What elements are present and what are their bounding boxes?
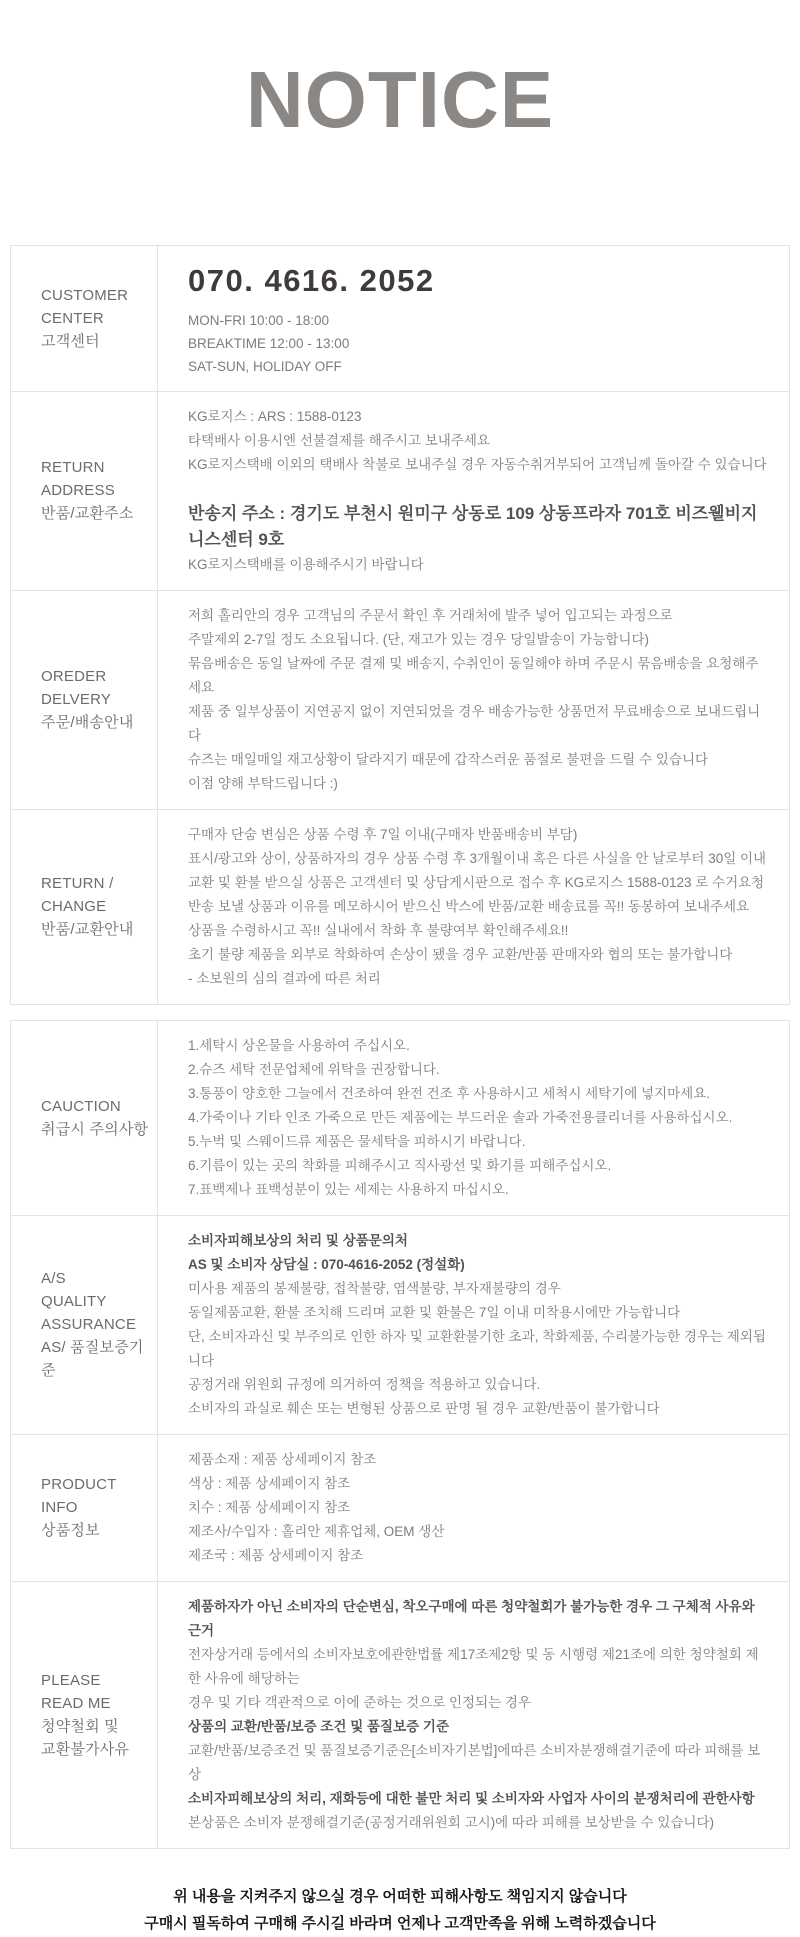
text-line: 단, 소비자과신 및 부주의로 인한 하자 및 교환환불기한 초과, 착화제품, 수리불가능한 경우는 제외됩니다 [188, 1328, 766, 1368]
order-delivery-label [11, 591, 158, 809]
text-line: 교환 및 환불 받으실 상품은 고객센터 및 상담게시판으로 접수 후 KG로지스 1588-0123 로 수거요청 [188, 874, 765, 890]
text-line: 교환/반품/보증조건 및 품질보증기준은[소비자기본법]에따른 소비자분쟁해결기준에 따라 피해를 보상 [188, 1742, 761, 1782]
text-line: 타택배사 이용시엔 선불결제를 해주시고 보내주세요 [188, 432, 490, 448]
text-line: 4.가죽이나 기타 인조 가죽으로 만든 제품에는 부드러운 솔과 가죽전용클리너를 사용하십시오. [188, 1109, 733, 1125]
label-en: A/S [41, 1270, 66, 1288]
text-line: 슈즈는 매일매일 재고상황이 달라지기 때문에 갑작스러운 품절로 불편을 드릴 수 있습니다 [188, 751, 709, 767]
text-line: 주말제외 2-7일 정도 소요됩니다. (단, 재고가 있는 경우 당일발송이 가능합니다) [188, 631, 649, 647]
text-line: 이점 양해 부탁드립니다 :) [188, 775, 338, 791]
text-line: 초기 불량 제품을 외부로 착화하여 손상이 됐을 경우 교환/반품 판매자와 협의 또는 불가합니다 [188, 946, 733, 962]
caution-content [158, 1021, 789, 1215]
text-line: KG로지스택배를 이용해주시기 바랍니다 [188, 556, 424, 572]
text-line: 저희 홀리안의 경우 고객님의 주문서 확인 후 거래처에 발주 넣어 입고되는 과정으로 [188, 607, 673, 623]
footer-line: 구매시 필독하여 구매해 주시길 바라며 언제나 고객만족을 위해 노력하겠습니다 [144, 1914, 656, 1932]
product-info-label [11, 1435, 158, 1581]
text-line: 제품 중 일부상품이 지연공지 없이 지연되었을 경우 배송가능한 상품먼저 무료배송으로 보내드립니다 [188, 703, 761, 743]
text-line: 7.표백제나 표백성분이 있는 세제는 사용하지 마십시오. [188, 1181, 509, 1197]
row-product-info [11, 1435, 789, 1582]
text-line-bold: 상품의 교환/반품/보증 조건 및 품질보증 기준 [188, 1718, 449, 1734]
text-line: KG로지스택배 이외의 택배사 착불로 보내주실 경우 자동수취거부되어 고객님께 돌아갈 수 있습니다 [188, 456, 767, 472]
text-line: 본상품은 소비자 분쟁해결기준(공정거래위원회 고시)에 따라 피해를 보상받을 수 있습니다) [188, 1814, 715, 1830]
order-delivery-content [158, 591, 789, 809]
label-ko: 반품/교환주소 [41, 505, 134, 523]
return-address-label [11, 392, 158, 590]
text-line: 제조사/수입자 : 홀리안 제휴업체, OEM 생산 [188, 1523, 445, 1539]
quality-assurance-label [11, 1216, 158, 1434]
customer-center-content [158, 246, 789, 391]
text-line-bold: 소비자피해보상의 처리 및 상품문의처 [188, 1232, 408, 1248]
hours-line: BREAKTIME 12:00 - 13:00 [188, 335, 350, 351]
text-line: 1.세탁시 상온물을 사용하여 주십시오. [188, 1037, 410, 1053]
label-ko: 교환불가사유 [41, 1740, 130, 1758]
text-line: KG로지스 : ARS : 1588-0123 [188, 408, 362, 424]
label-ko: 청약철회 및 [41, 1717, 119, 1735]
text-line: 5.누벅 및 스웨이드류 제품은 물세탁을 피하시기 바랍니다. [188, 1133, 526, 1149]
row-order-delivery [11, 591, 789, 810]
label-en: CUSTOMER CENTER [41, 286, 129, 327]
label-en: INFO [41, 1499, 78, 1517]
return-change-content [158, 810, 789, 1004]
label-en: PLEASE [41, 1671, 101, 1689]
row-quality-assurance [11, 1216, 789, 1435]
text-line: 제품소재 : 제품 상세페이지 참조 [188, 1451, 377, 1467]
footer-notice [0, 1883, 800, 1937]
label-ko: 고객센터 [41, 332, 100, 350]
text-line: 공정거래 위원회 규정에 의거하여 정책을 적용하고 있습니다. [188, 1376, 541, 1392]
text-line: 구매자 단숨 변심은 상품 수령 후 7일 이내(구매자 반품배송비 부담) [188, 826, 578, 842]
return-change-label [11, 810, 158, 1004]
text-line: 경우 및 기타 객관적으로 이에 준하는 것으로 인정되는 경우 [188, 1694, 531, 1710]
label-ko: 상품정보 [41, 1522, 100, 1540]
label-en: RETURN ADDRESS [41, 459, 115, 500]
please-read-label [11, 1582, 158, 1848]
label-en: OREDER DELVERY [41, 668, 112, 709]
text-line: 반송 보낼 상품과 이유를 메모하시어 받으신 박스에 반품/교환 배송료를 꼭!! 동봉하여 보내주세요 [188, 898, 750, 914]
label-ko: 반품/교환안내 [41, 921, 134, 939]
quality-assurance-content [158, 1216, 789, 1434]
row-return-change [11, 810, 789, 1004]
row-caution [11, 1021, 789, 1216]
text-line-bold: AS 및 소비자 상담실 : 070-4616-2052 (정설화) [188, 1256, 465, 1272]
please-read-content [158, 1582, 789, 1848]
text-line: - 소보원의 심의 결과에 따른 처리 [188, 970, 381, 986]
customer-center-label [11, 246, 158, 391]
label-en: PRODUCT [41, 1476, 117, 1494]
row-customer-center [11, 246, 789, 392]
text-line: 색상 : 제품 상세페이지 참조 [188, 1475, 351, 1491]
text-line: 제조국 : 제품 상세페이지 참조 [188, 1547, 364, 1563]
label-en: CAUCTION [41, 1097, 121, 1115]
text-line: 2.슈즈 세탁 전문업체에 위탁을 권장합니다. [188, 1061, 440, 1077]
phone-number: 070. 4616. 2052 [188, 262, 435, 298]
text-line: 표시/광고와 상이, 상품하자의 경우 상품 수령 후 3개월이내 혹은 다른 사실을 안 날로부터 30일 이내 [188, 850, 767, 866]
text-line: 묶음배송은 동일 날짜에 주문 결제 및 배송지, 수취인이 동일해야 하며 주문시 묶음배송을 요청해주세요 [188, 655, 759, 695]
caution-label [11, 1021, 158, 1215]
text-line: 소비자의 과실로 훼손 또는 변형된 상품으로 판명 될 경우 교환/반품이 불가합니다 [188, 1400, 660, 1416]
return-address-bold: 반송지 주소 : 경기도 부천시 원미구 상동로 109 상동프라자 701호 비즈웰비지니스센터 9호 [188, 503, 758, 549]
hours-line: SAT-SUN, HOLIDAY OFF [188, 358, 342, 374]
label-en: RETURN / CHANGE [41, 875, 114, 916]
notice-table-top [10, 245, 790, 1005]
label-en: READ ME [41, 1694, 111, 1712]
hours-line: MON-FRI 10:00 - 18:00 [188, 312, 330, 328]
page-title: NOTICE [245, 55, 555, 144]
return-address-content [158, 392, 789, 590]
notice-table-bottom [10, 1020, 790, 1849]
label-ko: 취급시 주의사항 [41, 1120, 149, 1138]
label-ko: AS/ 품질보증기준 [41, 1339, 144, 1380]
label-ko: 주문/배송안내 [41, 714, 134, 732]
text-line: 3.통풍이 양호한 그늘에서 건조하여 완전 건조 후 사용하시고 세척시 세탁기에 넣지마세요. [188, 1085, 710, 1101]
text-line: 6.기름이 있는 곳의 착화를 피해주시고 직사광선 및 화기를 피해주십시오. [188, 1157, 612, 1173]
text-line: 전자상거래 등에서의 소비자보호에관한법률 제17조제2항 및 동 시행령 제21조에 의한 청약철회 제한 사유에 해당하는 [188, 1646, 759, 1686]
row-please-read [11, 1582, 789, 1848]
footer-line: 위 내용을 지켜주지 않으실 경우 어떠한 피해사항도 책임지지 않습니다 [173, 1887, 627, 1905]
text-line-bold: 소비자피해보상의 처리, 재화등에 대한 불만 처리 및 소비자와 사업자 사이의 분쟁처리에 관한사항 [188, 1790, 755, 1806]
product-info-content [158, 1435, 789, 1581]
label-en: QUALITY ASSURANCE [41, 1293, 137, 1334]
text-line: 미사용 제품의 봉제불량, 접착불량, 염색불량, 부자재불량의 경우 [188, 1280, 561, 1296]
text-line: 상품을 수령하시고 꼭!! 실내에서 착화 후 불량여부 확인해주세요!! [188, 922, 569, 938]
text-line: 치수 : 제품 상세페이지 참조 [188, 1499, 351, 1515]
row-return-address [11, 392, 789, 591]
text-line-bold: 제품하자가 아닌 소비자의 단순변심, 착오구매에 따른 청약철회가 불가능한 경우 그 구체적 사유와 근거 [188, 1598, 755, 1638]
text-line: 동일제품교환, 환불 조치해 드리며 교환 및 환불은 7일 이내 미착용시에만 가능합니다 [188, 1304, 681, 1320]
